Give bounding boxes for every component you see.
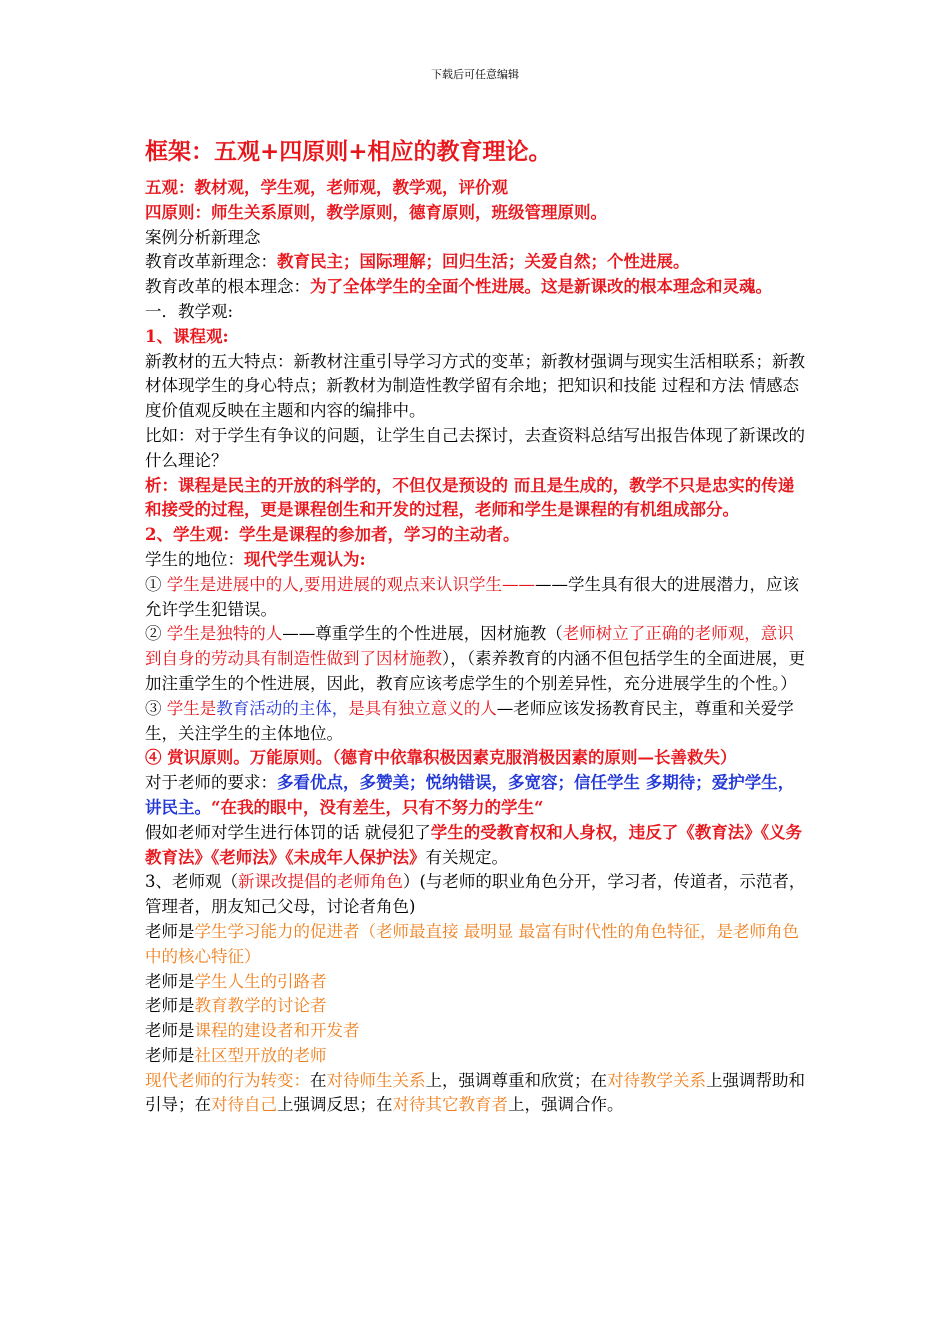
student-view-heading: 2、学生观：学生是课程的参加者，学习的主动者。 (145, 525, 520, 545)
point-4-paragraph: ④ 赏识原则。万能原则。（德育中依靠积极因素克服消极因素的原则—长善救失） (145, 748, 737, 768)
point-3-emphasis-2: 是具有独立意义的人 (348, 698, 497, 718)
teacher-view-label: 3、老师观（ (145, 872, 238, 892)
corporal-punishment-end: 有关规定。 (425, 847, 508, 867)
behavior-change-t1: 在 (310, 1070, 327, 1090)
point-3-blue: 教育活动的主体， (216, 698, 349, 718)
teaching-view-heading: 一．教学观: (145, 301, 234, 321)
point-3-marker: ③ (145, 698, 167, 718)
teacher-role-2-label: 老师是 (145, 971, 195, 991)
teacher-role-2 (145, 970, 810, 995)
five-views-line: 五观：教材观，学生观，老师观，教学观，评价观 (145, 178, 508, 197)
document-body (145, 136, 810, 1118)
student-status-label: 学生的地位： (145, 549, 244, 569)
textbook-features-paragraph: 新教材的五大特点：新教材注重引导学习方式的变革；新教材强调与现实生活相联系；新教材体现学生的身心特点；新教材为制造性教学留有余地；把知识和技能 过程和方法 情感态度价值观反映在主题和内容的编排中。 (145, 351, 805, 421)
teacher-view-emphasis: 新课改提倡的老师角色 (238, 872, 403, 892)
teacher-role-5 (145, 1044, 810, 1069)
point-2-text-2: ），（素养教育的内涵不但包括学生的全面进展，更加注重学生的个性进展，因此，教育应该考虑学生的个别差异性，充分进展学生的个性。） (145, 649, 805, 693)
teacher-requirements-blue: 多看优点，多赞美；悦纳错误，多宽容；信任学生 多期待；爱护学生，讲民主。 (145, 773, 795, 817)
behavior-change-t3: 上强调帮助和引导；在 (145, 1070, 805, 1115)
teacher-view-text: ）(与老师的职业角色分开，学习者，传道者，示范者，管理者，朋友知己父母，讨论者角色) (145, 872, 806, 917)
corporal-punishment-text: 假如老师对学生进行体罚的话 就侵犯了 (145, 822, 431, 842)
behavior-change-t5: 上，强调合作。 (508, 1095, 624, 1115)
teacher-role-1-value: 学生学习能力的促进者（老师最直接 最明显 最富有时代性的角色特征，是老师角色中的核心特征） (145, 921, 799, 966)
teacher-role-5-label: 老师是 (145, 1045, 195, 1065)
behavior-change-o4: 对待其它教育者 (392, 1095, 508, 1115)
teacher-role-1-label: 老师是 (145, 921, 195, 941)
document-title: 框架：五观+四原则+相应的教育理论。 (145, 138, 552, 165)
reform-concepts-label: 教育改革新理念： (145, 252, 277, 272)
teacher-role-3-value: 教育教学的讨论者 (194, 996, 327, 1016)
page-header: 下载后可任意编辑 (431, 68, 519, 81)
point-1-emphasis: 学生是进展中的人,要用进展的观点来认识学生—— (166, 574, 535, 594)
fundamental-concept-value: 为了全体学生的全面个性进展。这是新课改的根本理念和灵魂。 (310, 277, 772, 297)
corporal-punishment-paragraph (145, 821, 810, 871)
point-2-emphasis: 学生是独特的人 (166, 624, 283, 644)
reform-concepts-value: 教育民主；国际理解；回归生活；关爱自然；个性进展。 (277, 252, 690, 272)
teacher-role-4-label: 老师是 (145, 1021, 195, 1041)
fundamental-concept-label: 教育改革的根本理念： (145, 277, 310, 297)
fundamental-concept-line (145, 275, 810, 300)
point-2-marker: ② (145, 624, 167, 644)
point-2-paragraph (145, 622, 810, 696)
behavior-change-t4: 上强调反思；在 (277, 1095, 393, 1115)
behavior-change-o1: 对待师生关系 (326, 1070, 426, 1090)
teacher-role-3-label: 老师是 (145, 996, 195, 1016)
case-analysis-heading: 案例分析新理念 (145, 227, 261, 247)
point-1-marker: ① (145, 574, 167, 594)
teacher-requirements-paragraph (145, 771, 810, 821)
student-status-value: 现代学生观认为: (244, 549, 366, 569)
teacher-role-1 (145, 920, 810, 970)
behavior-change-o2: 对待教学关系 (607, 1070, 706, 1090)
four-principles-line: 四原则：师生关系原则，教学原则，德育原则，班级管理原则。 (145, 202, 607, 222)
teacher-view-paragraph (145, 870, 810, 920)
point-3-emphasis: 学生是 (166, 698, 217, 718)
teacher-requirements-label: 对于老师的要求： (145, 773, 277, 793)
behavior-change-o3: 对待自己 (211, 1095, 277, 1115)
teacher-role-5-value: 社区型开放的老师 (194, 1045, 327, 1065)
reform-concepts-line (145, 250, 810, 275)
point-1-paragraph (145, 573, 810, 623)
point-3-text: —老师应该发扬教育民主，尊重和关爱学生，关注学生的主体地位。 (145, 698, 794, 743)
teacher-role-4-value: 课程的建设者和开发者 (194, 1021, 360, 1041)
teacher-requirements-quote: “在我的眼中，没有差生，只有不努力的学生“ (211, 797, 544, 817)
behavior-change-label: 现代老师的行为转变： (145, 1070, 310, 1090)
curriculum-view-heading: 1、课程观: (145, 326, 229, 346)
corporal-punishment-laws: 学生的受教育权和人身权，违反了《教育法》《义务教育法》《老师法》《未成年人保护法》 (145, 822, 802, 867)
analysis-paragraph: 析：课程是民主的开放的科学的，不但仅是预设的 而且是生成的，教学不只是忠实的传递和接受的过程，更是课程创生和开发的过程，老师和学生是课程的有机组成部分。 (145, 475, 795, 520)
behavior-change-paragraph (145, 1069, 810, 1119)
point-2-text: ——尊重学生的个性进展，因材施教（ (282, 624, 563, 644)
behavior-change-t2: 上，强调尊重和欣赏；在 (425, 1070, 607, 1090)
point-2-emphasis-2: 老师树立了正确的老师观，意识到自身的劳动具有制造性做到了因材施教 (145, 624, 794, 669)
teacher-role-4 (145, 1019, 810, 1044)
teacher-role-3 (145, 994, 810, 1019)
teacher-role-2-value: 学生人生的引路者 (194, 971, 327, 991)
point-1-text: ——学生具有很大的进展潜力，应该允许学生犯错误。 (145, 574, 799, 619)
point-3-paragraph (145, 697, 810, 747)
example-question-paragraph: 比如：对于学生有争议的问题，让学生自己去探讨，去查资料总结写出报告体现了新课改的什么理论？ (145, 425, 805, 470)
student-status-line (145, 548, 810, 573)
